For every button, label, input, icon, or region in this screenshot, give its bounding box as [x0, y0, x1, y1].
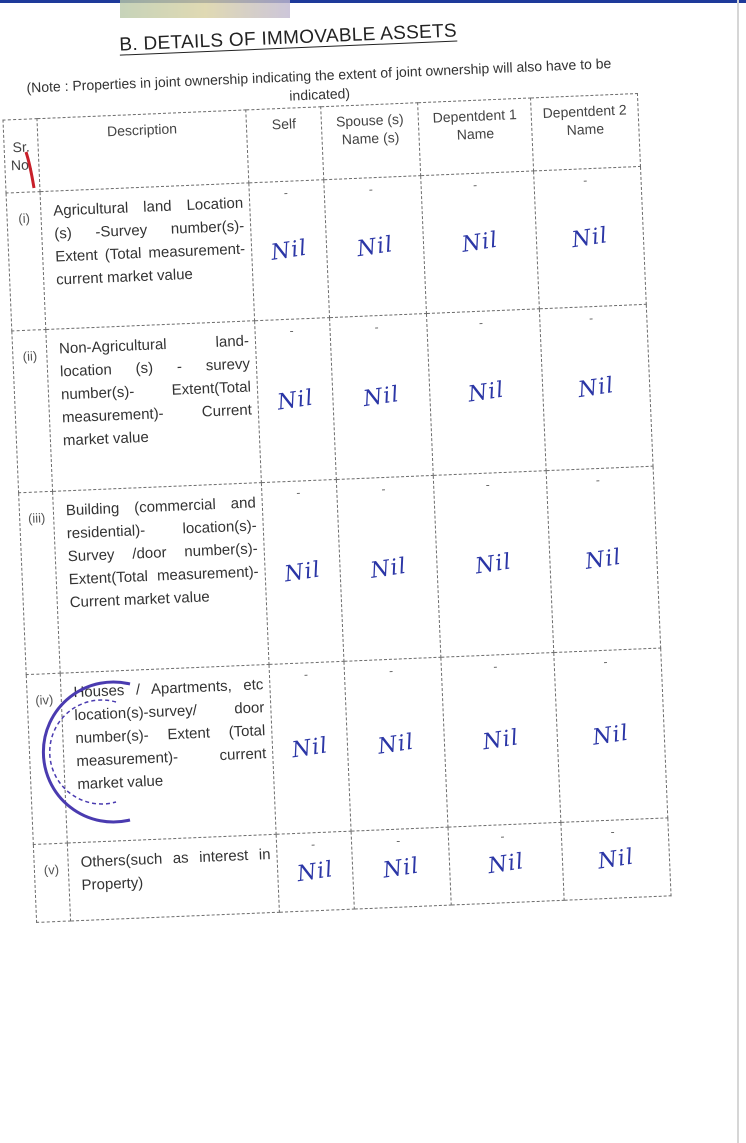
handwritten-value: Nil	[576, 372, 616, 403]
handwritten-value: Nil	[583, 544, 624, 575]
handwritten-value: Nil	[376, 729, 416, 760]
row-sr: (ii)	[12, 329, 53, 492]
dependent-1-cell: - Nil	[433, 471, 554, 658]
notary-seal-stamp	[12, 672, 142, 832]
col-description: Description	[37, 110, 249, 192]
col-spouse: Spouse (s) Name (s)	[321, 103, 421, 180]
row-description: Building (commercial and residential)- location(s)-Survey /door number(s)- Extent(Total measurement)- Current market value	[53, 483, 269, 674]
handwritten-value: Nil	[590, 720, 631, 751]
dependent-1-cell: - Nil	[426, 309, 546, 476]
dependent-2-cell: - Nil	[554, 648, 668, 822]
self-cell: - Nil	[276, 831, 354, 912]
section-heading: B. DETAILS OF IMMOVABLE ASSETS	[119, 20, 458, 56]
dependent-1-cell: - Nil	[421, 171, 540, 314]
handwritten-value: Nil	[473, 548, 514, 579]
dependent-1-cell: - Nil	[441, 653, 561, 828]
handwritten-value: Nil	[486, 848, 526, 879]
dependent-1-cell: - Nil	[448, 822, 564, 905]
joint-ownership-note: (Note : Properties in joint ownership indicating the extent of joint ownership will also have to be indicated)	[26, 55, 612, 104]
table-row	[6, 166, 646, 330]
handwritten-value: Nil	[481, 724, 521, 755]
handwritten-value: Nil	[355, 231, 395, 262]
dependent-2-cell: - Nil	[534, 166, 647, 308]
table-row	[19, 466, 661, 674]
handwritten-value: Nil	[596, 844, 636, 875]
row-description: Agricultural land Location (s) -Survey number(s)- Extent (Total measurement-current market value	[40, 183, 255, 330]
dependent-2-cell: - Nil	[539, 304, 653, 470]
spouse-cell: - Nil	[351, 827, 451, 909]
dependent-2-cell: - Nil	[561, 818, 671, 900]
handwritten-value: Nil	[466, 377, 507, 408]
self-cell: - Nil	[261, 479, 344, 664]
handwritten-value: Nil	[290, 732, 330, 763]
handwritten-value: Nil	[269, 235, 309, 266]
handwritten-value: Nil	[368, 553, 409, 584]
spouse-cell: - Nil	[344, 657, 448, 831]
self-cell: - Nil	[269, 661, 351, 834]
col-dependent-1: Depentdent 1 Name	[418, 98, 534, 176]
handwritten-value: Nil	[361, 381, 402, 412]
table-row	[12, 304, 653, 492]
spouse-cell: - Nil	[324, 176, 427, 318]
row-description: Others(such as interest in Property)	[67, 834, 279, 921]
row-description: Non-Agricultural land-location (s) - surevy number(s)- Extent(Total measurement)- Current market value	[46, 321, 262, 492]
dependent-2-cell: - Nil	[546, 466, 661, 652]
row-sr: (iv)	[26, 673, 67, 844]
red-ink-mark	[24, 150, 36, 190]
self-cell: - Nil	[255, 318, 337, 483]
spouse-cell: - Nil	[336, 475, 441, 661]
col-self: Self	[246, 107, 324, 183]
row-sr: (iii)	[19, 491, 61, 674]
self-cell: - Nil	[249, 180, 330, 321]
handwritten-value: Nil	[295, 856, 336, 887]
handwritten-value: Nil	[381, 853, 421, 884]
spouse-cell: - Nil	[330, 314, 434, 480]
col-dependent-2: Depentdent 2 Name	[531, 94, 641, 171]
row-sr: (i)	[6, 192, 46, 331]
handwritten-value: Nil	[460, 227, 500, 258]
row-sr: (v)	[33, 843, 70, 922]
handwritten-value: Nil	[570, 222, 610, 253]
row-description: Houses / Apartments, etc location(s)-survey/ door number(s)- Extent (Total measurement)- current market value	[60, 664, 276, 843]
handwritten-value: Nil	[282, 556, 323, 587]
col-sr-no: Sr. No.	[3, 119, 40, 193]
handwritten-value: Nil	[275, 385, 316, 416]
